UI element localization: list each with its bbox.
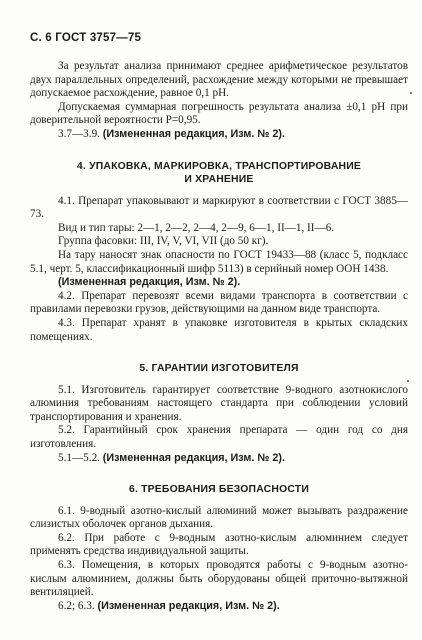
line-container-type: Вид и тип тары: 2—1, 2—2, 2—4, 2—9, 6—1, II—1, II—6.: [58, 221, 335, 234]
clause-ref: 6.2; 6.3.: [58, 599, 95, 612]
paragraph-6-1: 6.1. 9-водный азотно-кислый алюминий может вызывать раздражение слизистых оболочек органов дыхания.: [30, 504, 408, 531]
edit-label: (Измененная редакция, Изм. № 2).: [102, 127, 285, 140]
section-4-title-line2: И ХРАНЕНИЕ: [184, 174, 254, 186]
section-6-title: 6. ТРЕБОВАНИЯ БЕЗОПАСНОСТИ: [128, 484, 310, 496]
clause-ref: 3.7—3.9.: [58, 127, 100, 140]
edit-note-5: [30, 452, 408, 466]
paragraph-5-1: 5.1. Изготовитель гарантирует соответствие 9-водного азотнокислого алюминия требованиям настоящего стандарта при соблюдении условий транспортирования и хранения.: [30, 383, 408, 423]
scan-speck: [410, 92, 412, 94]
edit-note-4-1: (Измененная редакция, Изм. № 2).: [58, 276, 241, 289]
edit-note-3-7: [30, 128, 408, 142]
paragraph-5-2: 5.2. Гарантийный срок хранения препарата — один год со дня изготовления.: [30, 424, 408, 450]
section-4-title-line1: 4. УПАКОВКА, МАРКИРОВКА, ТРАНСПОРТИРОВАНИЕ: [76, 160, 362, 172]
clause-ref: 5.1—5.2.: [58, 451, 100, 464]
line-packing-group: Группа фасовки: III, IV, V, VI, VII (до 50 кг).: [58, 235, 269, 248]
paragraph-hazard-marking: На тару наносят знак опасности по ГОСТ 19433—88 (класс 5, подкласс 5.1, черт. 5, классификационный шифр 5113) в серийный номер ООН 1438.: [30, 248, 408, 275]
page-header: С. 6 ГОСТ 3757—75: [30, 32, 142, 44]
paragraph-4-1: 4.1. Препарат упаковывают и маркируют в соответствии с ГОСТ 3885—73.: [30, 194, 408, 221]
edit-note-6: [30, 600, 408, 614]
section-5-title: 5. ГАРАНТИИ ИЗГОТОВИТЕЛЯ: [139, 363, 299, 375]
edit-label: (Измененная редакция, Изм. № 2).: [102, 451, 285, 464]
paragraph-6-3: 6.3. Помещения, в которых проводятся работы с 9-водным азотно-кислым алюминием, должны быть оборудованы общей приточно-вытяжной вентиляцией.: [30, 559, 408, 599]
paragraph-error-tolerance: Допускаемая суммарная погрешность результата анализа ±0,1 pH при доверительной вероятности P=0,95.: [30, 100, 408, 127]
scan-speck: [407, 380, 409, 382]
paragraph-result-average: За результат анализа принимают среднее арифметическое результатов двух параллельных определений, расхождение между которыми не превышает допускаемое расхождение, равное 0,1 pH.: [30, 60, 408, 100]
edit-label: (Измененная редакция, Изм. № 2).: [97, 599, 280, 612]
paragraph-6-2: 6.2. При работе с 9-водным азотно-кислым алюминием следует применять средства индивидуальной защиты.: [30, 531, 408, 558]
paragraph-4-2: 4.2. Препарат перевозят всеми видами транспорта в соответствии с правилами перевозки грузов, действующими на данном виде транспорта.: [30, 289, 408, 316]
paragraph-4-3: 4.3. Препарат хранят в упаковке изготовителя в крытых складских помещениях.: [30, 316, 408, 343]
